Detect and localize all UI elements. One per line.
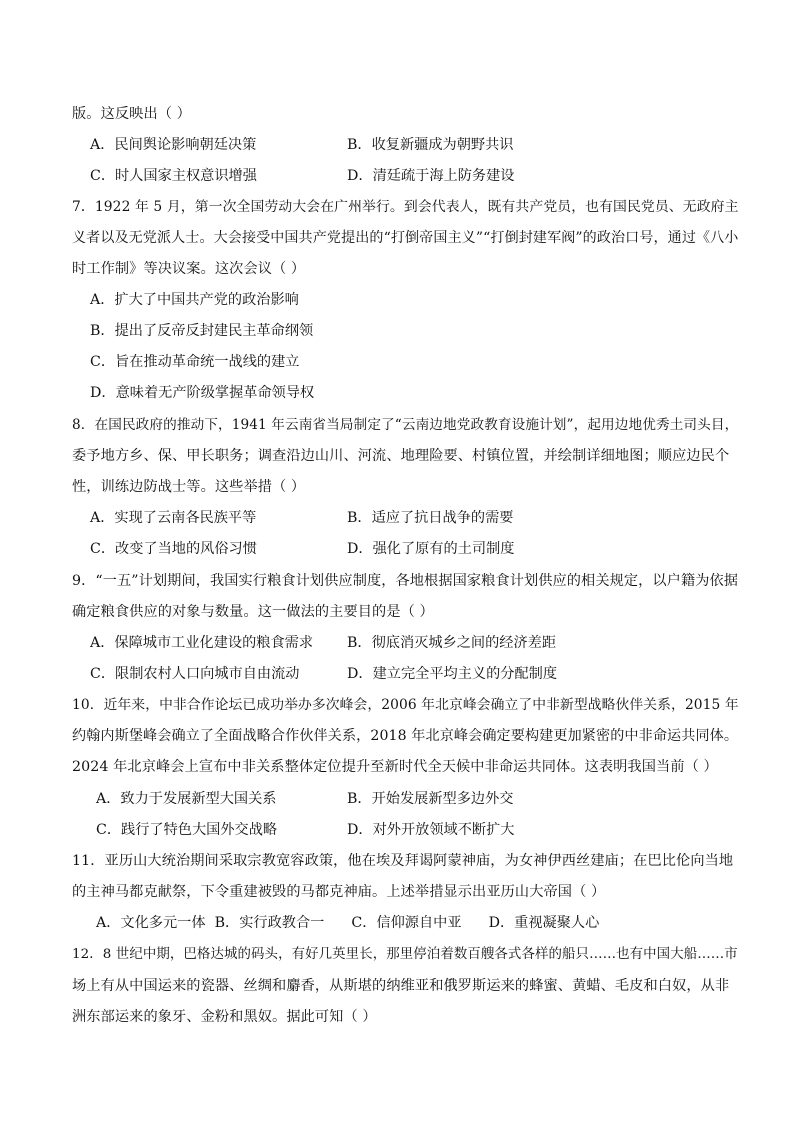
q6-option-c: C．时人国家主权意识增强 xyxy=(90,168,257,184)
q10-stem-line-2: 约翰内斯堡峰会确立了全面战略合作伙伴关系，2018 年北京峰会确定要构建更加紧密的中非命运共同体。 xyxy=(72,728,739,744)
q8-stem-line-2: 委予地方乡、保、甲长职务；调查沿边山川、河流、地理险要、村镇位置，并绘制详细地图；顺应边民个 xyxy=(72,448,730,464)
q8-stem-line-3: 性，训练边防战士等。这些举措（ ） xyxy=(72,479,306,495)
q9-stem-line-1: 9．“一五”计划期间，我国实行粮食计划供应制度，各地根据国家粮食计划供应的相关规定，以户籍为依据 xyxy=(72,573,739,589)
q6-stem-tail: 版。这反映出（ ） xyxy=(72,106,191,122)
q12-stem-line-1: 12．8 世纪中期，巴格达城的码头，有好几英里长，那里停泊着数百艘各式各样的船只……也有中国大船……市 xyxy=(72,947,738,962)
q7-stem-line-2: 义者以及无党派人士。大会接受中国共产党提出的“打倒帝国主义”“打倒封建军阀”的政治口号，通过《八小 xyxy=(72,230,739,246)
q10-option-d: D．对外开放领域不断扩大 xyxy=(347,822,515,838)
q12-stem-line-2: 场上有从中国运来的瓷器、丝绸和麝香，从斯堪的纳维亚和俄罗斯运来的蜂蜜、黄蜡、毛皮和白奴，从非 xyxy=(72,978,730,994)
q8-option-a: A．实现了云南各民族平等 xyxy=(90,510,257,526)
q9-option-b: B．彻底消灭城乡之间的经济差距 xyxy=(347,635,557,651)
q10-option-b: B．开始发展新型多边外交 xyxy=(347,791,514,807)
q8-stem-line-1: 8．在国民政府的推动下，1941 年云南省当局制定了“云南边地党政教育设施计划”，起用边地优秀土司头目， xyxy=(72,417,739,433)
q12-stem-line-3: 洲东部运来的象牙、金粉和黑奴。据此可知（ ） xyxy=(72,1009,377,1025)
q9-option-d: D．建立完全平均主义的分配制度 xyxy=(347,666,558,682)
q7-option-c: C．旨在推动革命统一战线的建立 xyxy=(90,354,300,370)
q8-option-d: D．强化了原有的土司制度 xyxy=(347,541,515,557)
q10-stem-line-1: 10．近年来，中非合作论坛已成功举办多次峰会，2006 年北京峰会确立了中非新型战略伙伴关系，2015 年 xyxy=(72,697,739,713)
q7-stem-line-1: 7．1922 年 5 月，第一次全国劳动大会在广州举行。到会代表人，既有共产党员，也有国民党员、无政府主 xyxy=(72,199,739,215)
q7-option-b: B．提出了反帝反封建民主革命纲领 xyxy=(90,323,314,339)
q9-stem-line-2: 确定粮食供应的对象与数量。这一做法的主要目的是（ ） xyxy=(72,604,434,620)
q10-stem-line-3: 2024 年北京峰会上宣布中非关系整体定位提升至新时代全天候中非命运共同体。这表明我国当前（ ） xyxy=(72,759,718,775)
q10-option-a: A．致力于发展新型大国关系 xyxy=(96,791,277,807)
q6-option-d: D．清廷疏于海上防务建设 xyxy=(347,168,515,184)
q7-option-d: D．意味着无产阶级掌握革命领导权 xyxy=(90,385,315,401)
q6-option-a: A．民间舆论影响朝廷决策 xyxy=(90,137,257,153)
q11-stem-line-1: 11．亚历山大统治期间采取宗教宽容政策，他在埃及拜谒阿蒙神庙，为女神伊西丝建庙；在巴比伦向当地 xyxy=(72,853,734,869)
q6-option-b: B．收复新疆成为朝野共识 xyxy=(347,137,514,153)
q7-option-a: A．扩大了中国共产党的政治影响 xyxy=(90,292,299,308)
q8-option-b: B．适应了抗日战争的需要 xyxy=(347,510,514,526)
q8-option-c: C．改变了当地的风俗习惯 xyxy=(90,541,257,557)
q7-stem-line-3: 时工作制》等决议案。这次会议（ ） xyxy=(72,261,306,277)
q9-option-c: C．限制农村人口向城市自由流动 xyxy=(90,666,300,682)
q11-stem-line-2: 的主神马都克献祭，下令重建被毁的马都克神庙。上述举措显示出亚历山大帝国（ ） xyxy=(72,884,606,900)
q9-option-a: A．保障城市工业化建设的粮食需求 xyxy=(90,635,314,651)
q10-option-c: C．践行了特色大国外交战略 xyxy=(96,822,278,838)
q11-options-line: A．文化多元一体 B．实行政教合一 C．信仰源自中亚 D．重视凝聚人心 xyxy=(96,915,600,931)
